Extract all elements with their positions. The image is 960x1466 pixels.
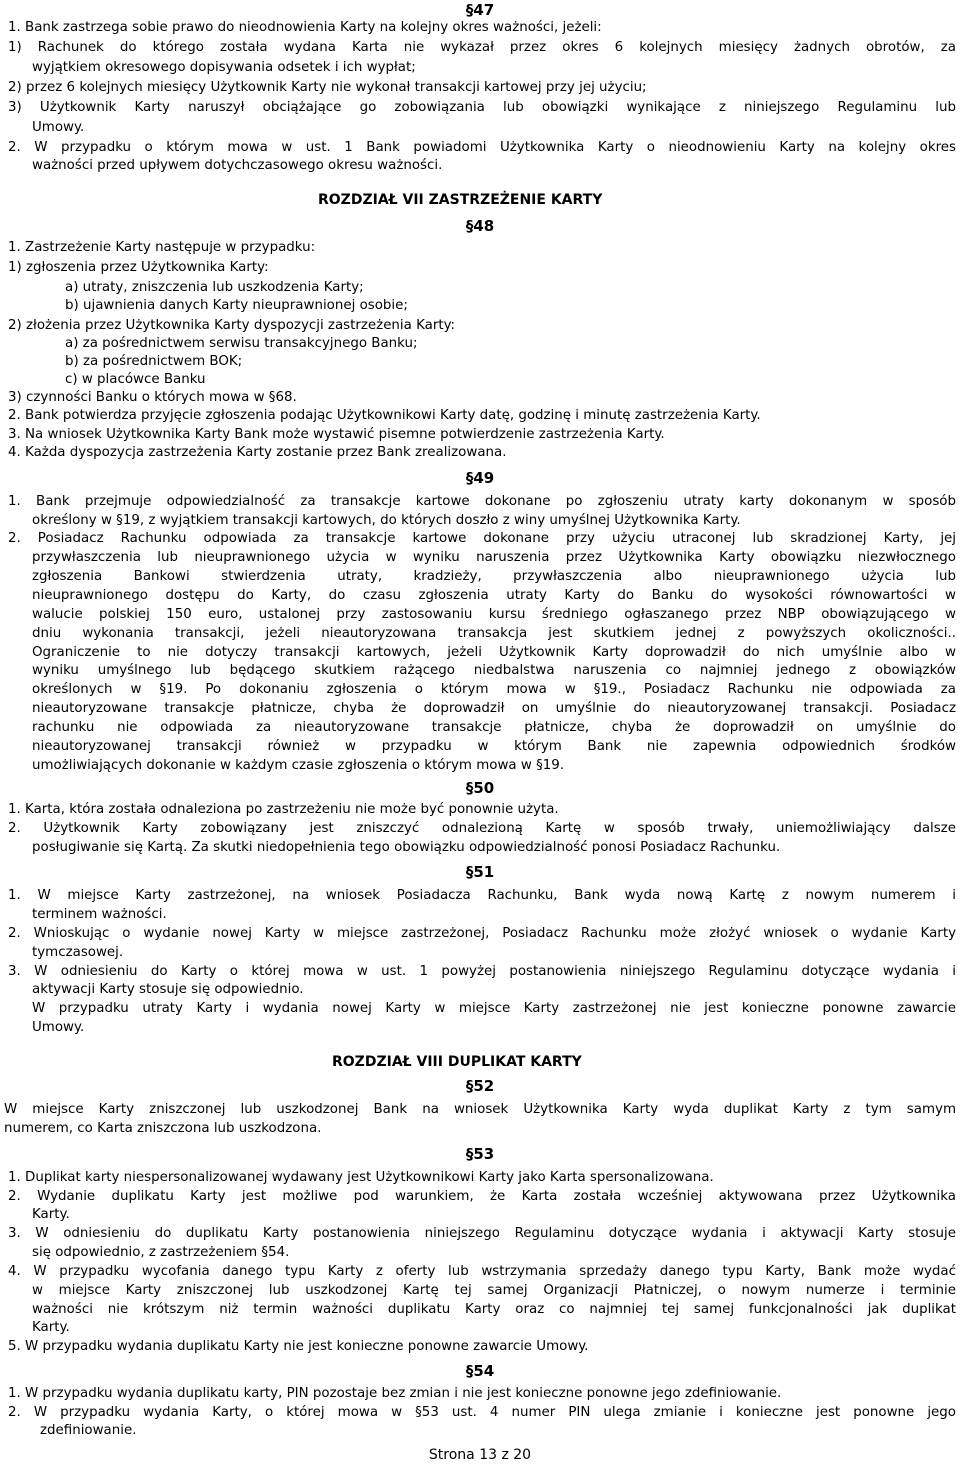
paragraph-line: 2. Użytkownik Karty zobowiązany jest zniszczyć odnalezioną Kartę w sposób trwały, uniemożliwiający dalsze bbox=[8, 821, 956, 836]
paragraph-line: zdefiniowanie. bbox=[40, 1423, 137, 1438]
paragraph-line: ważności nie krótszym niż termin ważności duplikatu Karty oraz co najmniej tej samej funkcjonalności jak duplikat bbox=[32, 1302, 956, 1317]
paragraph-line: wyniku umyślnego lub będącego skutkiem rażącego niedbalstwa naruszenia co najmniej jednego z obowiązków bbox=[32, 663, 956, 678]
paragraph-line: nieautoryzowane transakcje płatnicze, chyba że doprowadził on umyślnie do nieautoryzowanej transakcji. Posiadacz bbox=[32, 701, 956, 716]
paragraph-line: 3) Użytkownik Karty naruszył obciążające go zobowiązania lub obowiązki wynikające z niniejszego Regulaminu lub bbox=[8, 100, 956, 115]
paragraph-line: W miejsce Karty zniszczonej lub uszkodzonej Bank na wniosek Użytkownika Karty wyda duplikat Karty z tym samym bbox=[4, 1102, 956, 1117]
paragraph-line: umożliwiających dokonanie w każdym czasie zgłoszenia o którym mowa w §19. bbox=[32, 758, 565, 773]
paragraph-line: 1. W miejsce Karty zastrzeżonej, na wniosek Posiadacza Rachunku, Bank wyda nową Kartę z nowym numerem i bbox=[8, 888, 956, 903]
paragraph-line: dniu wykonania transakcji, jeżeli nieautoryzowana transakcja jest skutkiem jednej z powyższych okoliczności.. bbox=[32, 626, 956, 641]
paragraph-line: nieuprawnionego dostępu do Karty, do czasu zgłoszenia utraty Karty do Banku do wysokości równowartości w bbox=[32, 588, 956, 603]
paragraph-line: b) za pośrednictwem BOK; bbox=[65, 354, 243, 369]
section-heading-51: §51 bbox=[465, 863, 495, 881]
paragraph-line: 3. W odniesieniu do Karty o której mowa w ust. 1 powyżej postanowienia niniejszego Regulaminu dotyczące wydania i bbox=[8, 964, 956, 979]
paragraph-line: walucie polskiej 150 euro, ustalonej przy zastosowaniu kursu średniego ogłaszanego przez NBP obowiązującego w bbox=[32, 607, 956, 622]
paragraph-line: Umowy. bbox=[32, 120, 85, 135]
paragraph-line: zgłoszenia Bankowi stwierdzenia utraty, kradzieży, przywłaszczenia albo nieuprawnionego użycia lub bbox=[32, 569, 956, 584]
paragraph-line: posługiwanie się Kartą. Za skutki niedopełnienia tego obowiązku odpowiedzialność ponosi Posiadacz Rachunku. bbox=[32, 840, 781, 855]
section-heading-47: §47 bbox=[465, 1, 495, 19]
paragraph-line: Ograniczenie to nie dotyczy transakcji kartowych, jeżeli Użytkownik Karty doprowadził do nich umyślnie albo w bbox=[32, 645, 956, 660]
paragraph-line: W przypadku utraty Karty i wydania nowej Karty w miejsce Karty zastrzeżonej nie jest konieczne ponowne zawarcie bbox=[32, 1001, 956, 1016]
paragraph-line: 1) Rachunek do którego została wydana Karta nie wykazał przez okres 6 kolejnych miesięcy żadnych obrotów, za bbox=[8, 40, 956, 55]
paragraph-line: terminem ważności. bbox=[32, 907, 167, 922]
paragraph-line: 2. W przypadku wydania Karty, o której mowa w §53 ust. 4 numer PIN ulega zmianie i konieczne jest ponowne jego bbox=[8, 1405, 956, 1420]
paragraph-line: numerem, co Karta zniszczona lub uszkodzona. bbox=[4, 1121, 322, 1136]
paragraph-line: 1) zgłoszenia przez Użytkownika Karty: bbox=[8, 260, 269, 275]
paragraph-line: 1. Zastrzeżenie Karty następuje w przypadku: bbox=[8, 240, 316, 255]
paragraph-line: tymczasowej. bbox=[32, 945, 124, 960]
paragraph-line: określonych w §19. Po dokonaniu zgłoszenia o którym mowa w §19., Posiadacz Rachunku nie odpowiada za bbox=[32, 682, 956, 697]
paragraph-line: Karty. bbox=[32, 1320, 70, 1335]
paragraph-line: 1. Bank przejmuje odpowiedzialność za transakcje kartowe dokonane po zgłoszeniu utraty karty dokonanym w sposób bbox=[8, 494, 956, 509]
page-footer: Strona 13 z 20 bbox=[428, 1447, 532, 1463]
section-heading-52: §52 bbox=[465, 1077, 495, 1095]
paragraph-line: ważności przed upływem dotychczasowego okresu ważności. bbox=[32, 158, 443, 173]
paragraph-line: 3) czynności Banku o których mowa w §68. bbox=[8, 390, 297, 405]
paragraph-line: 4. Każda dyspozycja zastrzeżenia Karty zostanie przez Bank zrealizowana. bbox=[8, 445, 507, 460]
paragraph-line: 2. Wnioskując o wydanie nowej Karty w miejsce zastrzeżonej, Posiadacz Rachunku może złożyć wniosek o wydanie Karty bbox=[8, 926, 956, 941]
paragraph-line: przywłaszczenia lub nieuprawnionego użycia w wyniku naruszenia przez Użytkownika Karty obowiązku niezwłocznego bbox=[32, 550, 956, 565]
paragraph-line: 5. W przypadku wydania duplikatu Karty nie jest konieczne ponowne zawarcie Umowy. bbox=[8, 1339, 589, 1354]
paragraph-line: 2. Posiadacz Rachunku odpowiada za transakcje kartowe dokonane przy użyciu utraconej lub skradzionej Karty, jej bbox=[8, 531, 956, 546]
paragraph-line: a) za pośrednictwem serwisu transakcyjnego Banku; bbox=[65, 336, 418, 351]
chapter-title: ROZDZIAŁ VII ZASTRZEŻENIE KARTY bbox=[318, 192, 603, 208]
paragraph-line: 1. Duplikat karty niespersonalizowanej wydawany jest Użytkownikowi Karty jako Karta spersonalizowana. bbox=[8, 1170, 714, 1185]
paragraph-line: się odpowiednio, z zastrzeżeniem §54. bbox=[32, 1245, 290, 1260]
paragraph-line: 4. W przypadku wycofania danego typu Karty z oferty lub wstrzymania sprzedaży danego typu Karty, Bank może wydać bbox=[8, 1264, 956, 1279]
paragraph-line: 2. Wydanie duplikatu Karty jest możliwe pod warunkiem, że Karta została wcześniej aktywowana przez Użytkownika bbox=[8, 1189, 956, 1204]
paragraph-line: 1. W przypadku wydania duplikatu karty, PIN pozostaje bez zmian i nie jest konieczne ponowne jego zdefiniowanie. bbox=[8, 1386, 782, 1401]
paragraph-line: 2) złożenia przez Użytkownika Karty dyspozycji zastrzeżenia Karty: bbox=[8, 318, 456, 333]
paragraph-line: rachunku nie odpowiada za nieautoryzowane transakcje płatnicze, chyba że doprowadził on umyślnie do bbox=[32, 720, 956, 735]
paragraph-line: 1. Bank zastrzega sobie prawo do nieodnowienia Karty na kolejny okres ważności, jeżeli: bbox=[8, 20, 602, 35]
paragraph-line: aktywacji Karty stosuje się odpowiednio. bbox=[32, 982, 304, 997]
section-heading-54: §54 bbox=[465, 1362, 495, 1380]
paragraph-line: 2. W przypadku o którym mowa w ust. 1 Bank powiadomi Użytkownika Karty o nieodnowieniu Karty na kolejny okres bbox=[8, 140, 956, 155]
paragraph-line: 2) przez 6 kolejnych miesięcy Użytkownik Karty nie wykonał transakcji kartowej przy jej użyciu; bbox=[8, 80, 647, 95]
paragraph-line: 3. W odniesieniu do duplikatu Karty postanowienia niniejszego Regulaminu dotyczące wydania i aktywacji Karty stosuje bbox=[8, 1226, 956, 1241]
paragraph-line: nieautoryzowanej transakcji również w przypadku w którym Bank nie zapewnia odpowiednich środków bbox=[32, 739, 956, 754]
paragraph-line: 1. Karta, która została odnaleziona po zastrzeżeniu nie może być ponownie użyta. bbox=[8, 802, 559, 817]
section-heading-53: §53 bbox=[465, 1145, 495, 1163]
paragraph-line: 3. Na wniosek Użytkownika Karty Bank może wystawić pisemne potwierdzenie zastrzeżenia Karty. bbox=[8, 427, 665, 442]
paragraph-line: w miejsce Karty zniszczonej lub uszkodzonej Kartę tej samej Organizacji Płatniczej, o nowym numerze i terminie bbox=[32, 1283, 956, 1298]
paragraph-line: c) w placówce Banku bbox=[65, 372, 206, 387]
paragraph-line: 2. Bank potwierdza przyjęcie zgłoszenia podając Użytkownikowi Karty datę, godzinę i minutę zastrzeżenia Karty. bbox=[8, 408, 761, 423]
paragraph-line: określony w §19, z wyjątkiem transakcji kartowych, do których doszło z winy umyślnej Użytkownika Karty. bbox=[32, 513, 741, 528]
section-heading-48: §48 bbox=[465, 217, 495, 235]
section-heading-50: §50 bbox=[465, 779, 495, 797]
paragraph-line: Karty. bbox=[32, 1207, 70, 1222]
paragraph-line: a) utraty, zniszczenia lub uszkodzenia Karty; bbox=[65, 280, 364, 295]
chapter-title: ROZDZIAŁ VIII DUPLIKAT KARTY bbox=[332, 1054, 582, 1070]
paragraph-line: Umowy. bbox=[32, 1020, 85, 1035]
paragraph-line: b) ujawnienia danych Karty nieuprawnionej osobie; bbox=[65, 298, 408, 313]
section-heading-49: §49 bbox=[465, 469, 495, 487]
paragraph-line: wyjątkiem okresowego dopisywania odsetek i ich wypłat; bbox=[32, 60, 416, 75]
